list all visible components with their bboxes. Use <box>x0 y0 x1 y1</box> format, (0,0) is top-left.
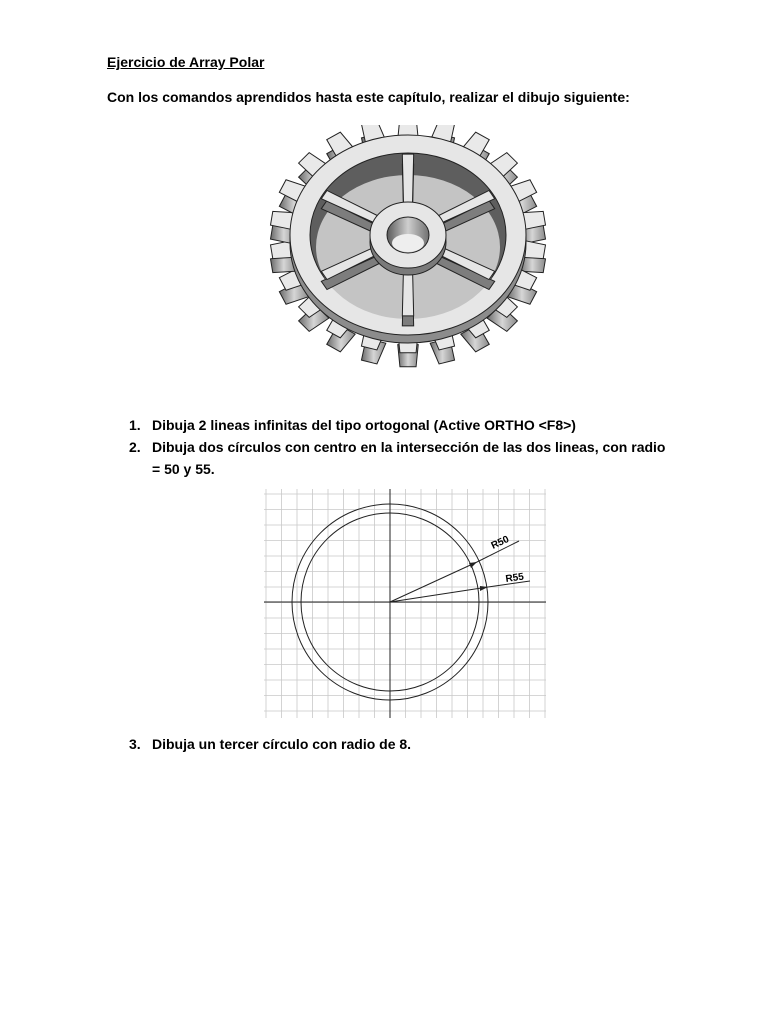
step-text: Dibuja un tercer círculo con radio de 8. <box>152 736 412 752</box>
circles-diagram <box>264 489 546 718</box>
step-item <box>129 436 672 480</box>
step-number: 2. <box>129 439 141 455</box>
r50-leader <box>390 562 477 602</box>
step-text: Dibuja dos círculos con centro en la intersección de las dos lineas, con radio = 50 y 55. <box>152 439 666 477</box>
dimension-label-r50: R50 <box>489 533 511 552</box>
step-text: Dibuja 2 lineas infinitas del tipo ortogonal (Active ORTHO <F8>) <box>152 417 576 433</box>
dimension-label-r55: R55 <box>504 571 525 585</box>
step-item <box>129 733 692 755</box>
step-number: 1. <box>129 417 141 433</box>
gear-illustration <box>262 125 554 395</box>
step-number: 3. <box>129 736 141 752</box>
page-title: Ejercicio de Array Polar <box>107 54 265 70</box>
r55-leader <box>390 587 488 602</box>
step-item <box>129 414 692 436</box>
intro-text: Con los comandos aprendidos hasta este capítulo, realizar el dibujo siguiente: <box>107 89 630 105</box>
r50-arrow <box>469 562 477 568</box>
